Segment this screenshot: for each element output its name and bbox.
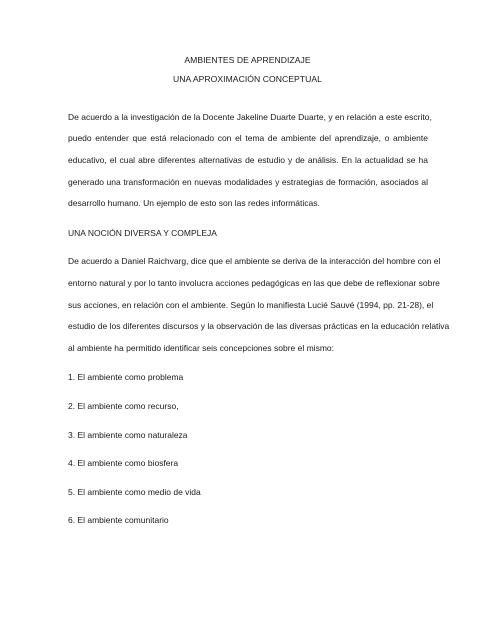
section-heading: UNA NOCIÓN DIVERSA Y COMPLEJA bbox=[68, 228, 217, 238]
list-item: 5. El ambiente como medio de vida bbox=[68, 487, 201, 497]
paragraph-1-line-4: generado una transformación en nuevas modalidades y estrategias de formación, asociados al bbox=[68, 177, 428, 187]
paragraph-1-line-1: De acuerdo a la investigación de la Docente Jakeline Duarte Duarte, y en relación a este escrito, bbox=[68, 112, 432, 122]
paragraph-2-line-5: al ambiente ha permitido identificar seis concepciones sobre el mismo: bbox=[68, 343, 334, 353]
list-item: 3. El ambiente como naturaleza bbox=[68, 430, 188, 440]
paragraph-1-line-3: educativo, el cual abre diferentes alternativas de estudio y de análisis. En la actualidad se ha bbox=[68, 155, 428, 165]
document-title: AMBIENTES DE APRENDIZAJE bbox=[184, 55, 311, 65]
paragraph-1-line-2: puedo entender que está relacionado con el tema de ambiente del aprendizaje, o ambiente bbox=[68, 133, 428, 143]
list-item: 6. El ambiente comunitario bbox=[68, 515, 169, 525]
document-subtitle: UNA APROXIMACIÓN CONCEPTUAL bbox=[173, 74, 322, 84]
list-item: 4. El ambiente como biosfera bbox=[68, 458, 179, 468]
list-item: 1. El ambiente como problema bbox=[68, 372, 184, 382]
paragraph-2-line-2: entorno natural y por lo tanto involucra acciones pedagógicas en las que debe de reflexionar sobre bbox=[68, 278, 440, 288]
paragraph-1-line-5: desarrollo humano. Un ejemplo de esto son las redes informáticas. bbox=[68, 198, 320, 208]
paragraph-2-line-1: De acuerdo a Daniel Raichvarg, dice que el ambiente se deriva de la interacción del hombre con el bbox=[68, 256, 441, 266]
list-item: 2. El ambiente como recurso, bbox=[68, 401, 179, 411]
paragraph-2-line-4: estudio de los diferentes discursos y la observación de las diversas prácticas en la educación relativa bbox=[68, 321, 450, 331]
paragraph-2-line-3: sus acciones, en relación con el ambiente. Según lo manifiesta Lucié Sauvé (1994, pp. 21-28), el bbox=[68, 300, 434, 310]
